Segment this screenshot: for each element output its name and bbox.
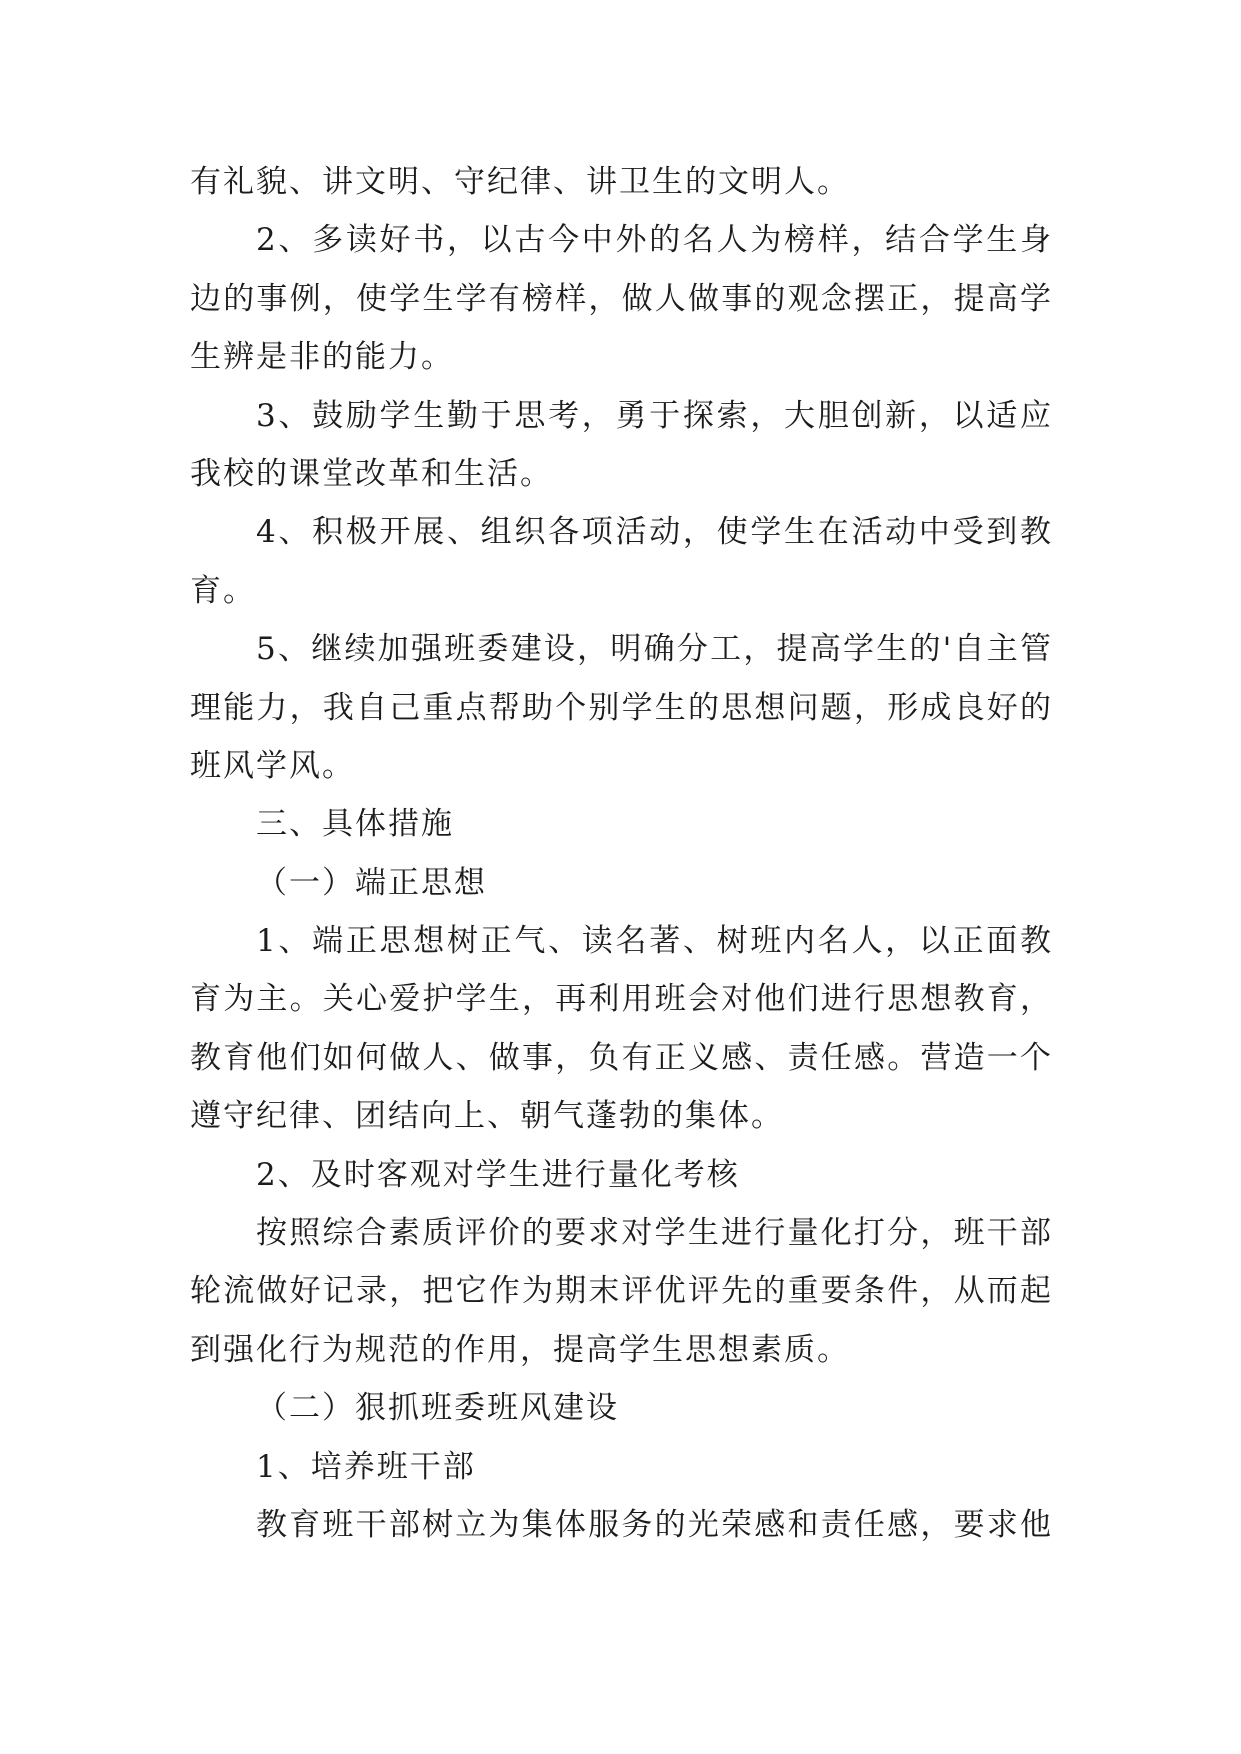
list-item-3-line: 3、鼓励学生勤于思考，勇于探索，大胆创新，以适应 bbox=[256, 397, 1052, 434]
list-item-2-line: 2、多读好书，以古今中外的名人为榜样，结合学生身 bbox=[256, 222, 1052, 259]
list-item-heading: 1、培养班干部 bbox=[256, 1448, 476, 1485]
list-item-1-line: 1、端正思想树正气、读名著、树班内名人，以正面教 bbox=[256, 923, 1052, 960]
subsection-heading: （一）端正思想 bbox=[256, 864, 487, 901]
paragraph-line: 理能力，我自己重点帮助个别学生的思想问题，形成良好的 bbox=[190, 689, 1052, 726]
paragraph-line: 教育他们如何做人、做事，负有正义感、责任感。营造一个 bbox=[190, 1039, 1052, 1076]
paragraph-line: 班风学风。 bbox=[190, 747, 355, 784]
paragraph-line: 按照综合素质评价的要求对学生进行量化打分，班干部 bbox=[256, 1215, 1052, 1252]
paragraph-line: 育为主。关心爱护学生，再利用班会对他们进行思想教育， bbox=[190, 981, 1052, 1018]
paragraph-line: 遵守纪律、团结向上、朝气蓬勃的集体。 bbox=[190, 1098, 784, 1135]
list-item-4-line: 4、积极开展、组织各项活动，使学生在活动中受到教 bbox=[256, 514, 1052, 551]
subsection-heading: （二）狠抓班委班风建设 bbox=[256, 1390, 619, 1427]
paragraph-line: 教育班干部树立为集体服务的光荣感和责任感，要求他 bbox=[256, 1506, 1052, 1543]
paragraph-line: 边的事例，使学生学有榜样，做人做事的观念摆正，提高学 bbox=[190, 280, 1052, 317]
list-item-heading: 2、及时客观对学生进行量化考核 bbox=[256, 1156, 740, 1193]
paragraph-line: 到强化行为规范的作用，提高学生思想素质。 bbox=[190, 1331, 850, 1368]
paragraph-line: 轮流做好记录，把它作为期末评优评先的重要条件，从而起 bbox=[190, 1273, 1052, 1310]
paragraph-line: 育。 bbox=[190, 572, 256, 609]
paragraph-line: 生辨是非的能力。 bbox=[190, 339, 454, 376]
paragraph-line: 有礼貌、讲文明、守纪律、讲卫生的文明人。 bbox=[190, 164, 850, 200]
document-body bbox=[190, 153, 1052, 1554]
list-item-5-line: 5、继续加强班委建设，明确分工，提高学生的'自主管 bbox=[256, 631, 1052, 668]
paragraph-line: 我校的课堂改革和生活。 bbox=[190, 455, 553, 492]
section-heading: 三、具体措施 bbox=[256, 806, 454, 843]
